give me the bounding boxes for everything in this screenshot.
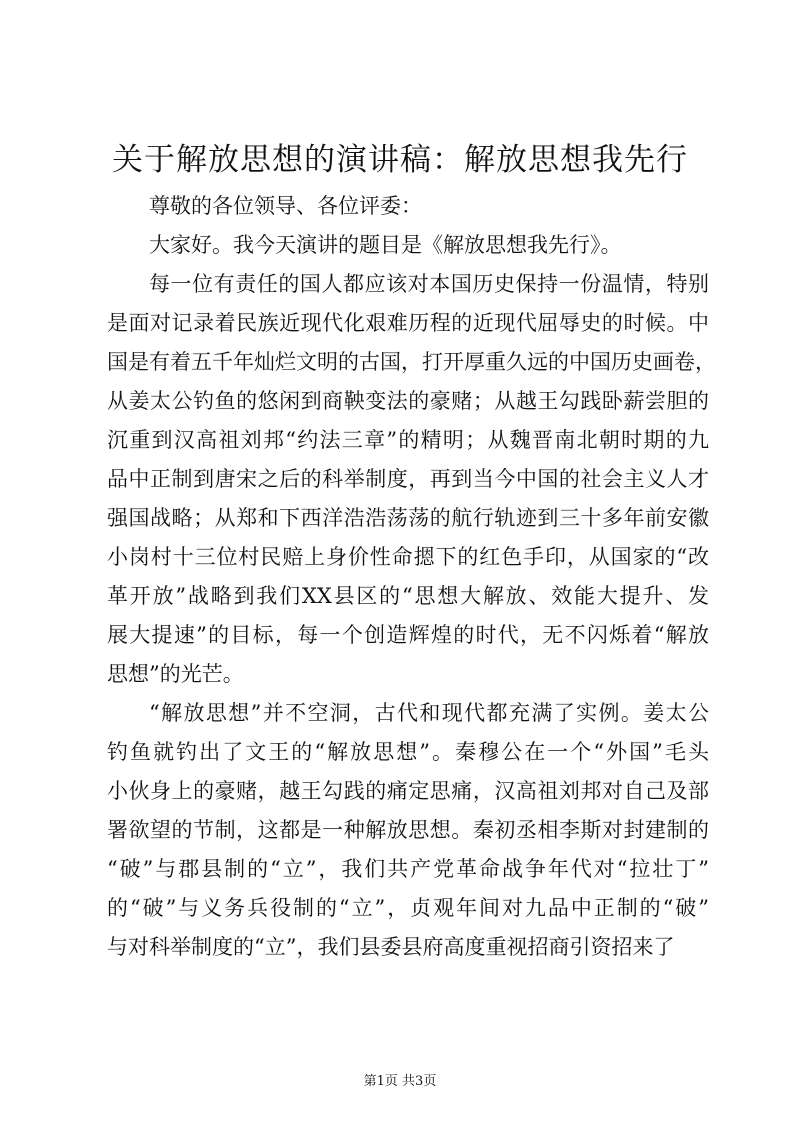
text-line: 小伙身上的豪赌，越王勾践的痛定思痛，汉高祖刘邦对自己及部 [107,779,709,803]
text-line: 是面对记录着民族近现代化艰难历程的近现代屈辱史的时候。中 [107,311,709,335]
text-line: 大家好。我今天演讲的题目是《解放思想我先行》。 [149,233,622,257]
document-body [107,187,716,967]
text-line: 沉重到汉高祖刘邦“约法三章”的精明；从魏晋南北朝时期的九 [107,428,709,452]
page-footer: 第1页 共3页 [363,1074,437,1089]
text-line: 钓鱼就钓出了文王的“解放思想”。秦穆公在一个“外国”毛头 [107,740,709,764]
text-line: 尊敬的各位领导、各位评委： [149,194,422,218]
paragraph [107,226,709,265]
text-line: 与对科举制度的“立”，我们县委县府高度重视招商引资招来了 [107,935,675,959]
text-line: 革开放”战略到我们XX县区的“思想大解放、效能大提升、发 [107,584,709,608]
text-line: 小岗村十三位村民赔上身价性命摁下的红色手印，从国家的“改 [107,545,709,569]
text-line: 每一位有责任的国人都应该对本国历史保持一份温情，特别 [149,272,709,296]
paragraph [107,187,709,226]
text-line: 国是有着五千年灿烂文明的古国，打开厚重久远的中国历史画卷， [107,350,716,374]
text-line: “解放思想”并不空洞，古代和现代都充满了实例。姜太公 [149,701,709,725]
text-line: 展大提速”的目标，每一个创造辉煌的时代，无不闪烁着“解放 [107,623,709,647]
text-line: 品中正制到唐宋之后的科举制度，再到当今中国的社会主义人才 [107,467,709,491]
text-line: 的“破”与义务兵役制的“立”，贞观年间对九品中正制的“破” [107,896,709,920]
text-line: “破”与郡县制的“立”，我们共产党革命战争年代对“拉壮丁” [107,857,709,881]
text-line: 思想”的光芒。 [107,662,244,686]
paragraph [107,265,716,694]
paragraph [107,694,709,967]
document-title: 关于解放思想的演讲稿：解放思想我先行 [112,142,688,178]
text-line: 强国战略；从郑和下西洋浩浩荡荡的航行轨迹到三十多年前安徽 [107,506,709,530]
text-line: 署欲望的节制，这都是一种解放思想。秦初丞相李斯对封建制的 [107,818,709,842]
text-line: 从姜太公钓鱼的悠闲到商鞅变法的豪赌；从越王勾践卧薪尝胆的 [107,389,709,413]
